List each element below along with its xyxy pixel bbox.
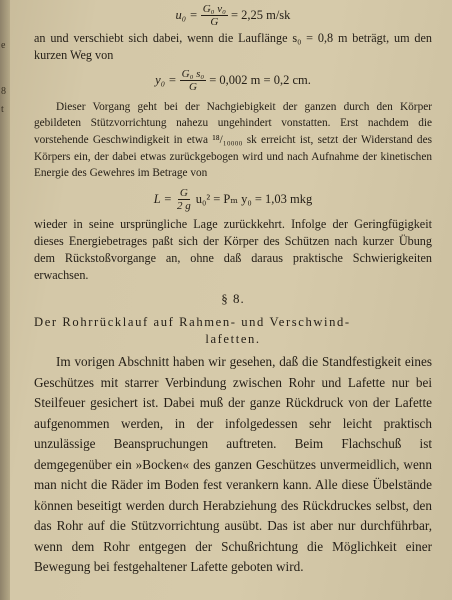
paragraph: Dieser Vorgang geht bei der Nachgiebigkeit der ganzen durch den Körper gebildeten Stützvorrichtung nahezu ungehindert vonstatten. Erst nachdem die vorstehende Geschwindigkeit in etwa ¹⁸/₁₀₀₀₀ sk erreicht ist, setzt der Widerstand des Körpers ein, der dabei etwas zurückgebogen wird und nach Aufnahme der kinetischen Energie des Gewehres im Betrage von xyxy=(34,100,432,180)
fraction xyxy=(175,187,193,212)
paragraph: Im vorigen Abschnitt haben wir gesehen, daß die Standfestigkeit eines Geschützes mit starrer Verbindung zwischen Rohr und Lafette nur bei Steilfeuer gesichert ist. Dabei muß der ganze Rückdruck von der Lafette aufgenommen werden, in der infolgedessen sehr leicht praktisch unzulässige Beanspruchungen auftreten. Beim Flachschuß ist demgegenüber ein »Bocken« des ganzen Geschützes unvermeidlich, wenn man nicht die Räder im Boden fest verankern kann. Alle diese Übelstände können beseitigt werden durch Herabziehung des Rückdruckes selbst, den das Rohr auf die Stützvorrichtung ausübt. Das ist aber nur durchführbar, wenn dem Rohr entgegen der Schußrichtung die Möglichkeit einer Bewegung bei festgehaltener Lafette geboten wird. xyxy=(34,354,432,575)
edge-mark: t xyxy=(1,104,4,115)
formula-energy xyxy=(34,187,432,212)
paragraph: wieder in seine ursprüngliche Lage zurückkehrt. Infolge der Geringfügigkeit dieses Energiebetrages paßt sich der Körper des Schützen nach kurzer Übung dem Rückstoßvorgange an, ohne daß daraus praktische Schwierigkeiten erwachsen. xyxy=(34,216,432,282)
heading-line: Der Rohrrücklauf auf Rahmen- und Verschwind- xyxy=(34,315,351,330)
formula-rhs: = 0,002 m = 0,2 cm. xyxy=(209,72,311,87)
fraction-denominator: G xyxy=(210,16,219,28)
edge-mark: e xyxy=(1,40,6,51)
fraction-denominator: 2 g xyxy=(177,199,191,212)
heading-line: lafetten. xyxy=(205,332,261,347)
fraction-numerator: G xyxy=(179,186,188,199)
formula-lhs: y₀ = xyxy=(155,72,177,87)
formula-rhs: = 2,25 m/sk xyxy=(230,8,291,23)
paragraph: an und verschiebt sich dabei, wenn die Lauflänge s₀ = 0,8 m beträgt, um den kurzen Weg von xyxy=(34,31,432,62)
formula-lhs: L = xyxy=(153,191,172,206)
fraction-numerator: G₀ v₀ xyxy=(202,3,226,15)
fraction xyxy=(180,68,207,93)
fraction-denominator: G xyxy=(188,80,197,93)
formula-lhs: u₀ = xyxy=(175,8,198,23)
formula-rhs: u₀² = Pₘ y₀ = 1,03 mkg xyxy=(195,191,313,206)
section-heading xyxy=(34,314,432,348)
page-text xyxy=(34,0,432,578)
formula-y0 xyxy=(34,68,432,93)
fraction-numerator: G₀ s₀ xyxy=(181,67,205,80)
edge-mark: 8 xyxy=(1,86,6,97)
fraction xyxy=(201,3,228,28)
section-number: § 8. xyxy=(221,291,245,307)
formula-u0 xyxy=(34,3,432,28)
